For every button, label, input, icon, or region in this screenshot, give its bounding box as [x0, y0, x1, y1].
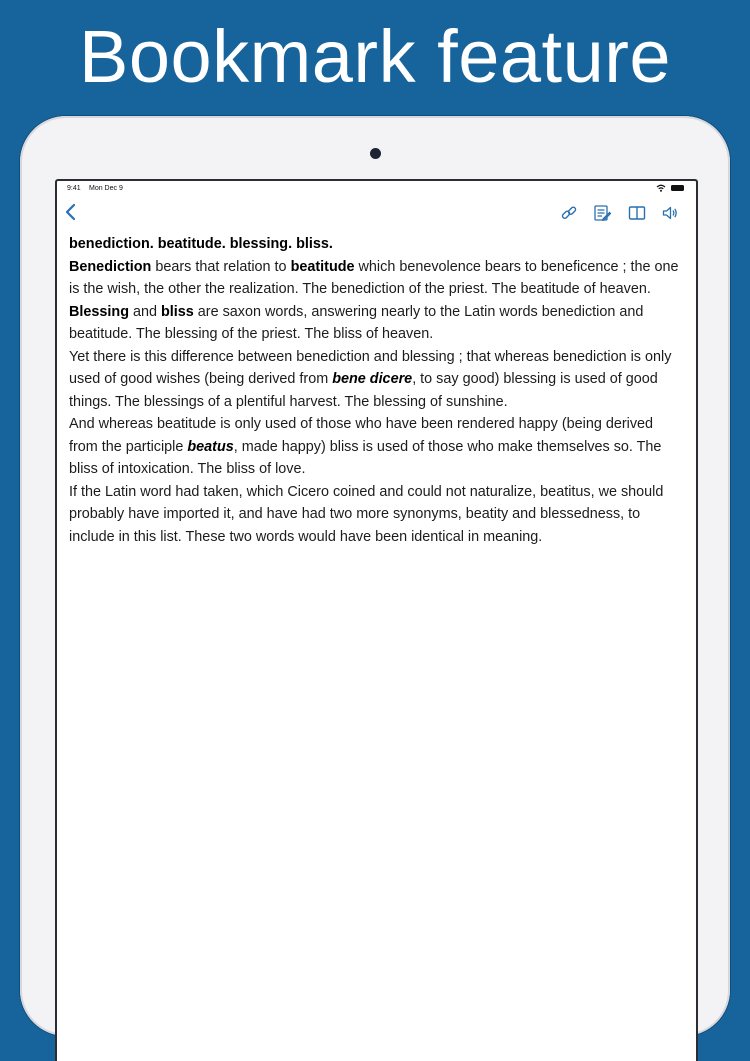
promo-headline: Bookmark feature [78, 15, 672, 98]
chevron-left-icon[interactable] [63, 203, 79, 221]
wifi-icon [656, 184, 666, 192]
paragraph-3: Yet there is this difference between benediction and blessing ; that whereas benediction is only used of good wishes (being derived from bene dicere, to say good) blessing is used of good things. The blessings of a plentiful harvest. The blessing of sunshine. [69, 348, 672, 410]
app-screen [55, 179, 698, 1061]
link-icon[interactable] [560, 204, 578, 222]
paragraph-1: Benediction bears that relation to beatitude which benevolence bears to beneficence ; the one is the wish, the other the realization. The benediction of the priest. The beatitude of heaven. [69, 258, 679, 297]
book-icon[interactable] [628, 204, 646, 222]
paragraph-4: And whereas beatitude is only used of those who have been rendered happy (being derived from the participle beatus, made happy) bliss is used of those who make themselves so. The bliss of intoxication. The bliss of love. [69, 416, 662, 477]
nav-bar [57, 197, 696, 227]
front-camera [370, 148, 381, 159]
paragraph-5: If the Latin word had taken, which Cicero coined and could not naturalize, beatitus, we should probably have imported it, and have had two more synonyms, beatity and blessedness, to include in this list. These two words would have been identical in meaning. [69, 483, 664, 545]
status-time: 9:41 [67, 185, 81, 192]
entry-content [57, 227, 696, 548]
status-bar [57, 181, 696, 197]
ipad-device-frame [20, 116, 730, 1036]
battery-icon [671, 185, 684, 191]
speaker-icon[interactable] [661, 204, 679, 222]
paragraph-2: Blessing and bliss are saxon words, answering nearly to the Latin words benediction and beatitude. The blessing of the priest. The bliss of heaven. [69, 303, 644, 342]
status-date: Mon Dec 9 [89, 185, 123, 192]
edit-note-icon[interactable] [593, 204, 611, 222]
entry-title: benediction. beatitude. blessing. bliss. [69, 236, 333, 252]
